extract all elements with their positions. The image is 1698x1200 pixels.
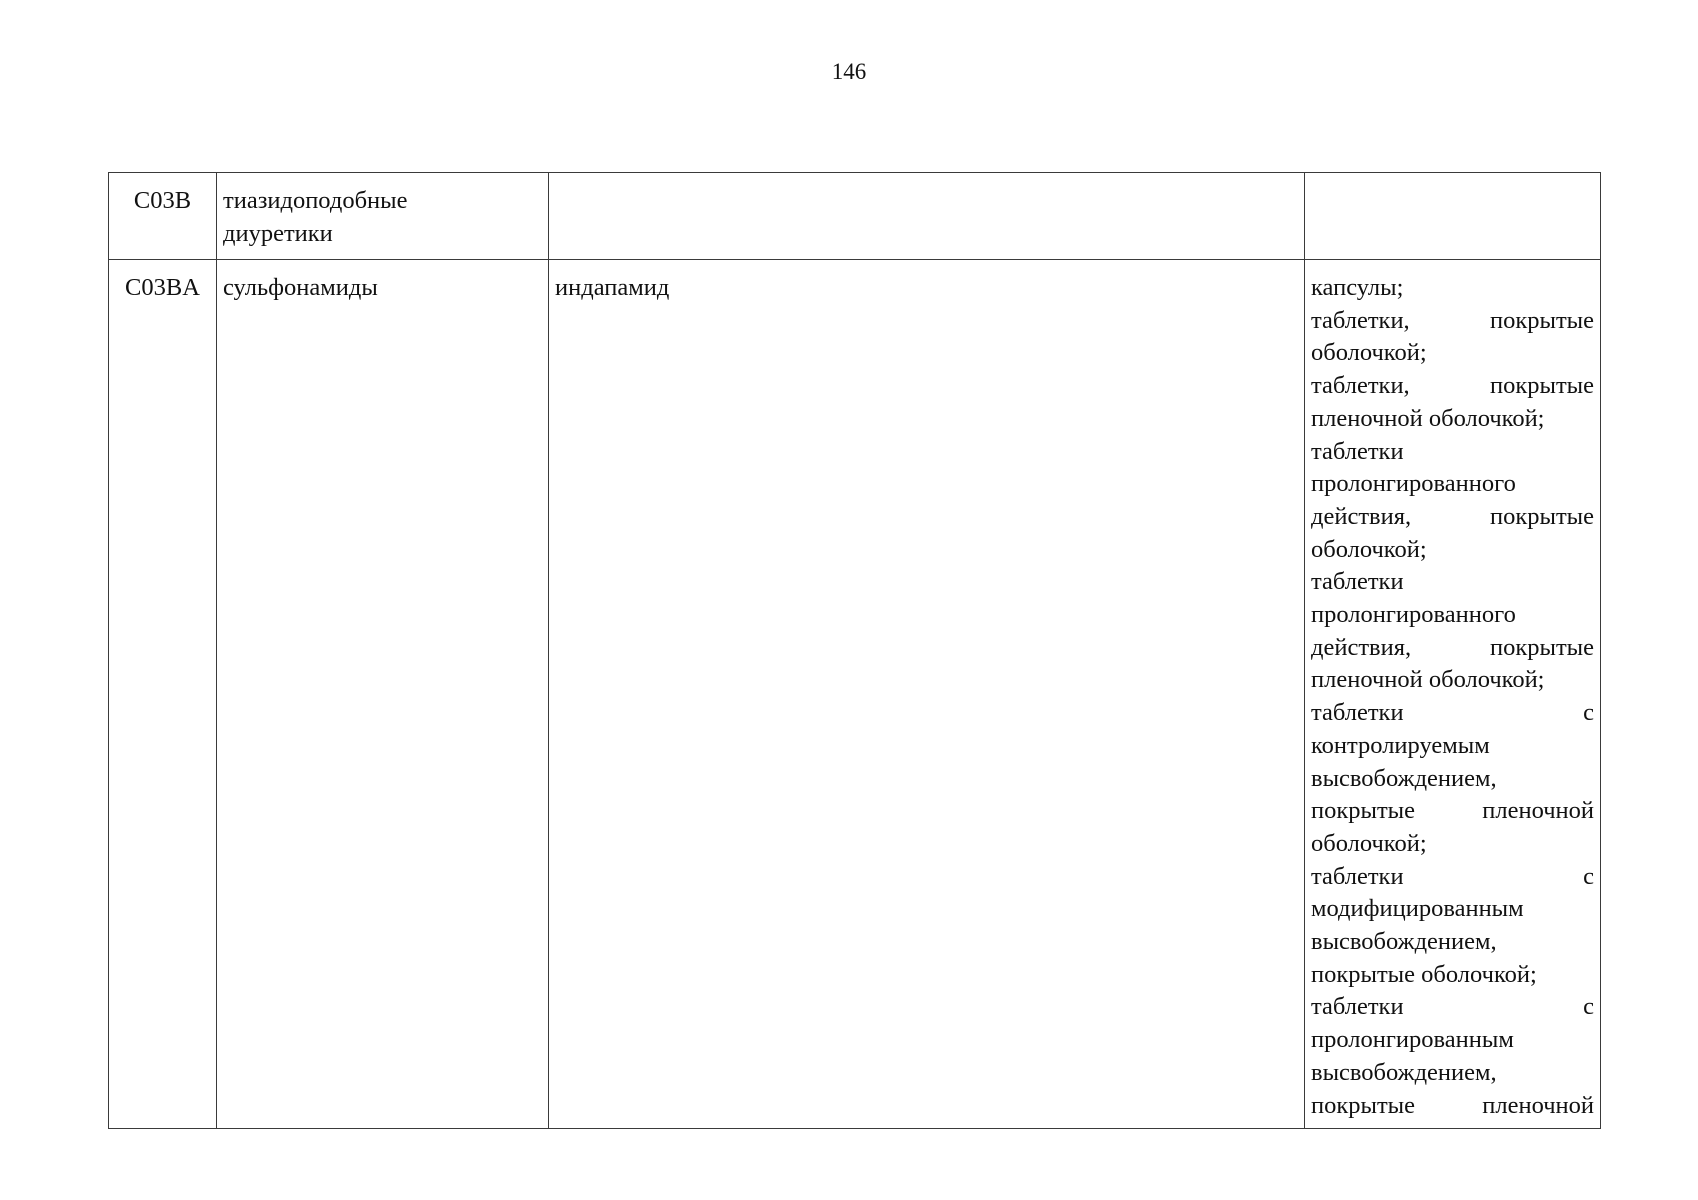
dosage-form-line: пленочной оболочкой; xyxy=(1311,666,1545,694)
dosage-form-line: высвобождением, xyxy=(1311,764,1497,792)
drug-name-cell: индапамид xyxy=(549,260,1305,1129)
atc-code-cell: C03BA xyxy=(109,260,217,1129)
dosage-form-line: покрытые пленочной xyxy=(1311,1091,1594,1119)
dosage-form-line: таблетки с xyxy=(1311,862,1594,890)
dosage-form-line: пленочной оболочкой; xyxy=(1311,404,1545,432)
table-row xyxy=(109,173,1601,260)
table-row xyxy=(109,260,1601,1129)
dosage-form-line: таблетки, покрытые xyxy=(1311,306,1594,334)
dosage-form-line: оболочкой; xyxy=(1311,535,1427,563)
dosage-form-line: пролонгированного xyxy=(1311,601,1516,629)
dosage-form-line: высвобождением, xyxy=(1311,928,1497,956)
drug-name-cell xyxy=(549,173,1305,260)
dosage-form-line: покрытые оболочкой; xyxy=(1311,960,1537,988)
group-cell xyxy=(217,260,549,1129)
page-number: 146 xyxy=(831,59,867,84)
dosage-form-line: таблетки xyxy=(1311,568,1404,596)
dosage-form-line: пролонгированным xyxy=(1311,1026,1514,1054)
dosage-form-line: действия, покрытые xyxy=(1311,633,1594,661)
atc-code-cell: C03B xyxy=(109,173,217,260)
dosage-form-line: высвобождением, xyxy=(1311,1058,1497,1086)
dosage-form-line: капсулы; xyxy=(1311,274,1404,301)
dosage-form-line: таблетки с xyxy=(1311,993,1594,1021)
dosage-form-line: пролонгированного xyxy=(1311,470,1516,498)
dosage-form-line: контролируемым xyxy=(1311,731,1490,759)
dosage-form-line: покрытые пленочной xyxy=(1311,797,1594,825)
dosage-form-line: оболочкой; xyxy=(1311,339,1427,367)
group-line: диуретики xyxy=(223,219,333,247)
dosage-form-line: модифицированным xyxy=(1311,895,1524,923)
group-cell xyxy=(217,173,549,260)
group-line: сульфонамиды xyxy=(223,274,378,301)
dosage-form-line: таблетки, покрытые xyxy=(1311,372,1594,400)
group-line: тиазидоподобные xyxy=(223,187,408,214)
dosage-form-line: оболочкой; xyxy=(1311,829,1427,857)
dosage-form-cell xyxy=(1305,173,1601,260)
dosage-form-line: действия, покрытые xyxy=(1311,502,1594,530)
dosage-form-line: таблетки xyxy=(1311,437,1404,465)
dosage-form-cell xyxy=(1305,260,1601,1129)
medication-table xyxy=(108,172,1601,1129)
dosage-form-line: таблетки с xyxy=(1311,699,1594,727)
